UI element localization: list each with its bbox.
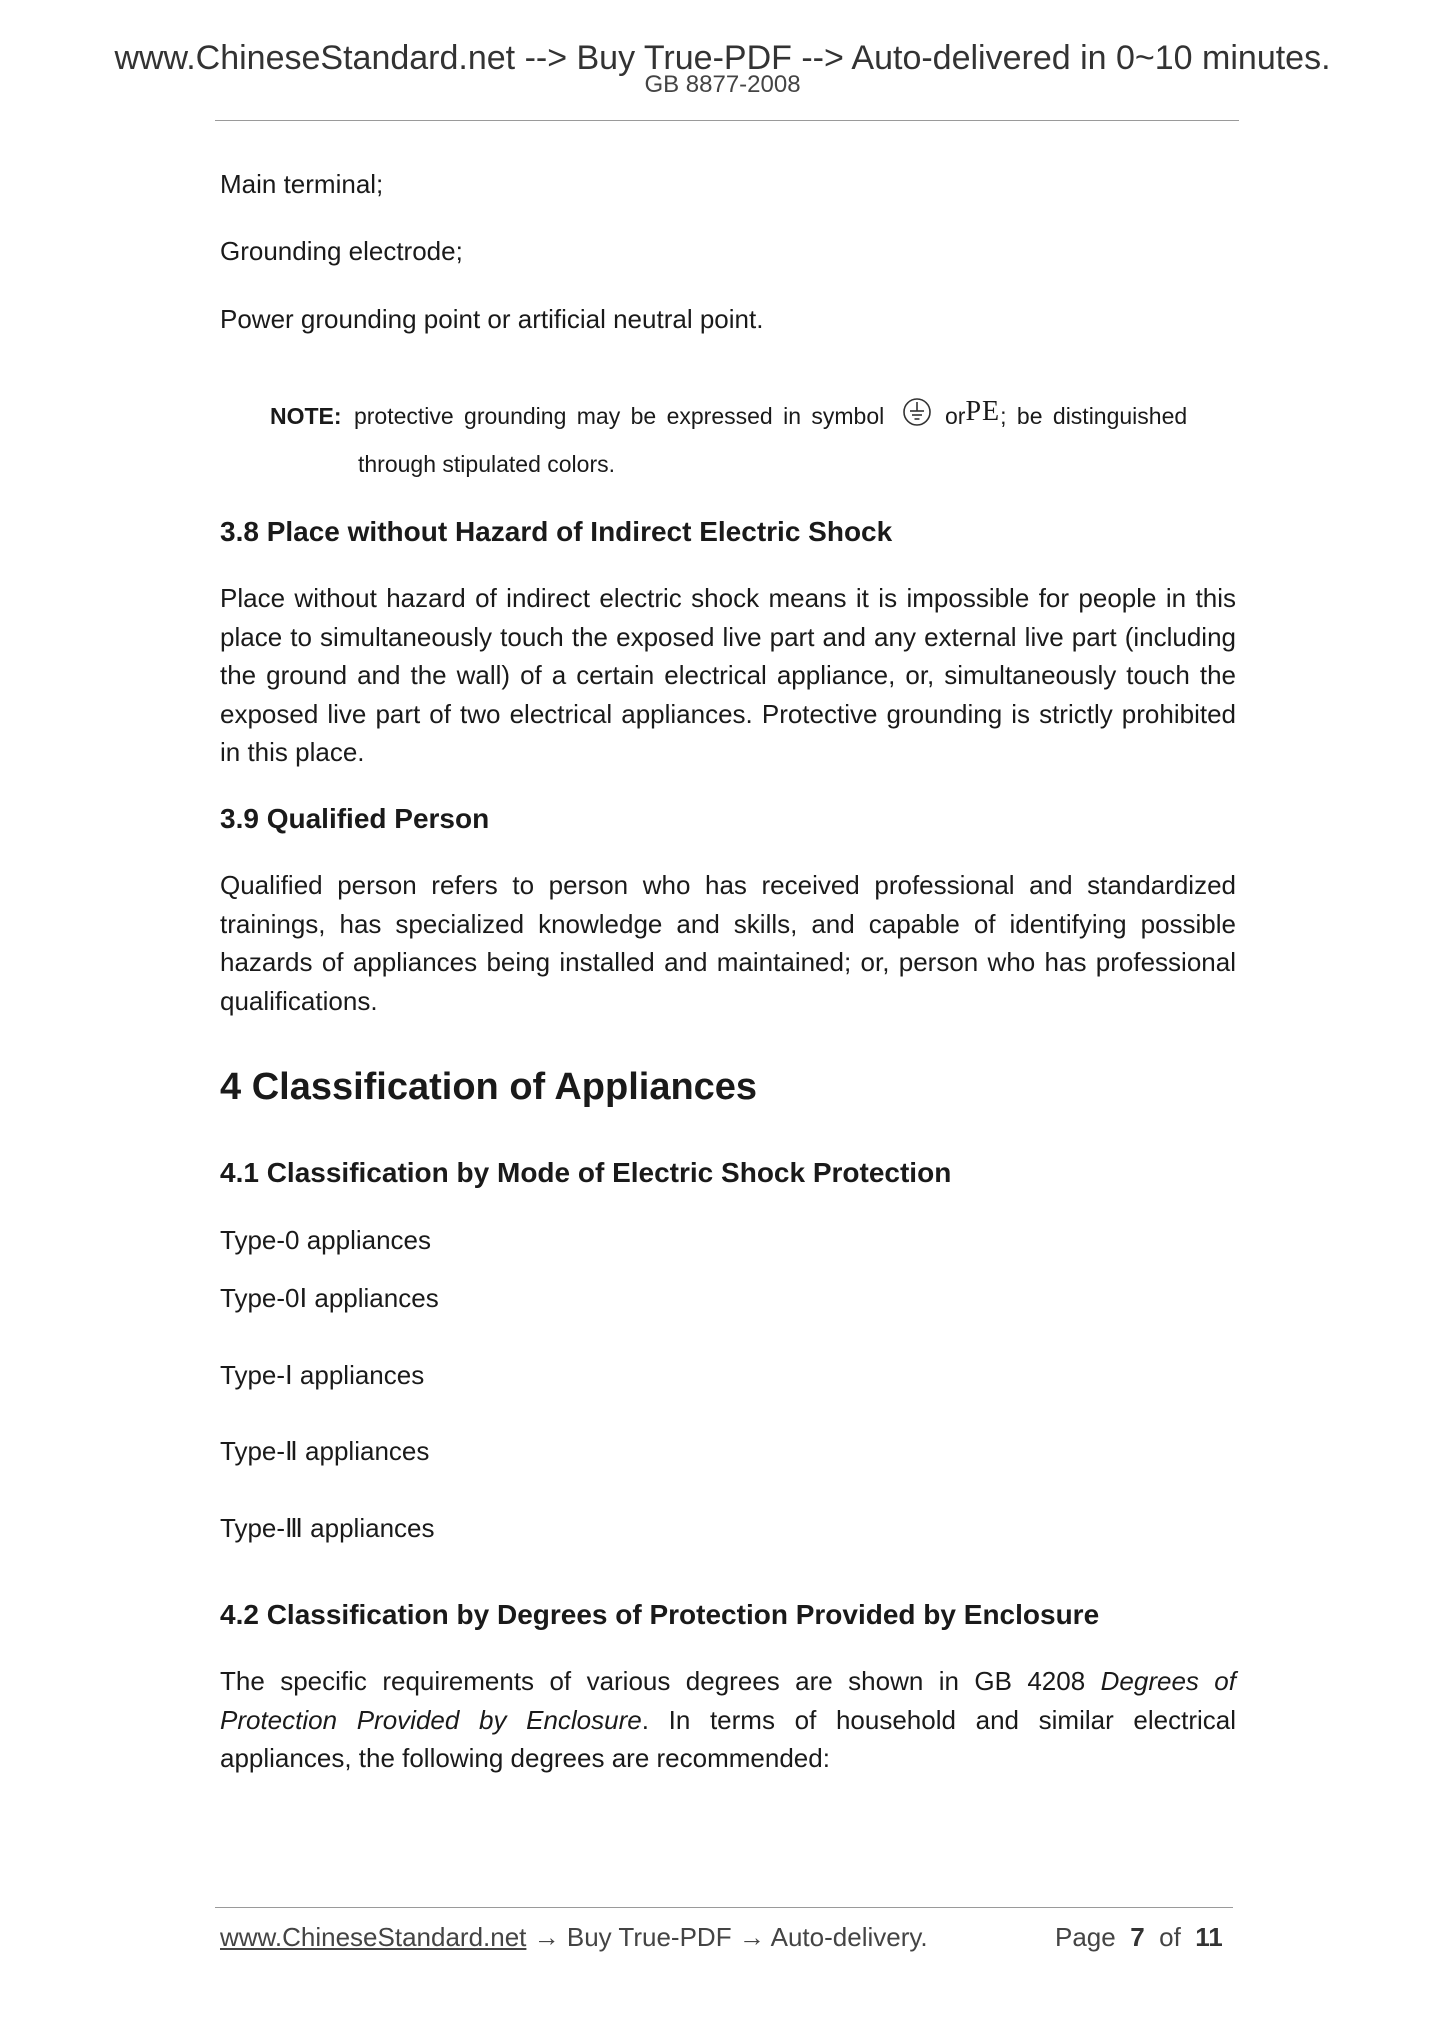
appliance-type-0: Type-0 appliances <box>220 1225 432 1255</box>
note-line-2: through stipulated colors. <box>358 451 615 477</box>
paragraph-line: Qualified person refers to person who has received professional and standardized <box>220 870 1236 900</box>
appliance-type-0i: Type-0Ⅰ appliances <box>220 1283 439 1313</box>
paragraph-4-2 <box>220 1662 1236 1778</box>
appliance-type-iii: Type-Ⅲ appliances <box>220 1513 435 1543</box>
footer-buy: Buy True-PDF <box>566 1922 732 1952</box>
note-text-before: protective grounding may be expressed in symbol <box>353 403 885 429</box>
paragraph-line: place to simultaneously touch the exposed live part and any external live part (including <box>220 621 1236 652</box>
heading-4: 4 Classification of Appliances <box>220 1066 758 1108</box>
paragraph-line: hazards of appliances being installed and maintained; or, person who has professional <box>220 947 1236 977</box>
page-total: 11 <box>1195 1922 1223 1952</box>
heading-3-8: 3.8 Place without Hazard of Indirect Electric Shock <box>220 516 893 547</box>
page-number: 7 <box>1130 1922 1145 1952</box>
paragraph-line: qualifications. <box>220 985 378 1016</box>
power-grounding-line: Power grounding point or artificial neutral point. <box>220 304 764 334</box>
footer-site-link[interactable]: www.ChineseStandard.net <box>220 1922 527 1952</box>
paragraph-line: the ground and the wall) of a certain electrical appliance, or, simultaneously touch the <box>220 660 1236 690</box>
paragraph-line <box>220 1662 1236 1701</box>
pe-symbol: PE <box>965 396 1001 427</box>
text-span: . In terms of household and similar electrical <box>641 1704 1236 1735</box>
standard-number: GB 8877-2008 <box>644 71 801 98</box>
appliance-type-i: Type-Ⅰ appliances <box>220 1360 425 1390</box>
grounding-electrode-line: Grounding electrode; <box>220 236 463 266</box>
heading-3-9: 3.9 Qualified Person <box>220 803 490 834</box>
arrow-icon: → <box>738 1922 765 1952</box>
italic-span: Protection Provided by Enclosure <box>220 1704 642 1735</box>
paragraph-line: trainings, has specialized knowledge and skills, and capable of identifying possible <box>220 908 1236 939</box>
page-word: Page <box>1055 1922 1116 1952</box>
italic-span: Degrees of <box>1100 1666 1236 1696</box>
main-terminal-line: Main terminal; <box>220 169 384 199</box>
page-indicator <box>1055 1921 1223 1953</box>
footer-auto: Auto-delivery. <box>770 1922 928 1952</box>
of-word: of <box>1159 1922 1181 1952</box>
paragraph-3-9 <box>220 866 1236 1020</box>
note-line-1 <box>270 395 1236 437</box>
appliance-type-ii: Type-Ⅱ appliances <box>220 1436 430 1466</box>
paragraph-3-8 <box>220 579 1236 772</box>
paragraph-line: appliances, the following degrees are recommended: <box>220 1743 830 1773</box>
paragraph-line: Place without hazard of indirect electric shock means it is impossible for people in this <box>220 583 1236 613</box>
note-text-after: ; be distinguished <box>1000 403 1188 429</box>
footer-left <box>220 1921 928 1953</box>
text-span: The specific requirements of various degrees are shown in GB 4208 <box>220 1666 1086 1696</box>
footer-divider <box>215 1907 1233 1908</box>
heading-4-2: 4.2 Classification by Degrees of Protection Provided by Enclosure <box>220 1599 1100 1630</box>
paragraph-line: exposed live part of two electrical appliances. Protective grounding is strictly prohibited <box>220 698 1236 729</box>
protective-earth-icon <box>901 396 933 437</box>
arrow-icon: → <box>533 1922 560 1952</box>
note-label: NOTE: <box>270 403 342 429</box>
heading-4-1: 4.1 Classification by Mode of Electric Shock Protection <box>220 1157 952 1188</box>
paragraph-line: in this place. <box>220 737 365 767</box>
paragraph-line <box>220 1701 1236 1740</box>
header-divider <box>215 120 1239 121</box>
header-banner: www.ChineseStandard.net --> Buy True-PDF --> Auto-delivered in 0~10 minutes. <box>114 39 1331 77</box>
note-or: or <box>945 403 966 429</box>
